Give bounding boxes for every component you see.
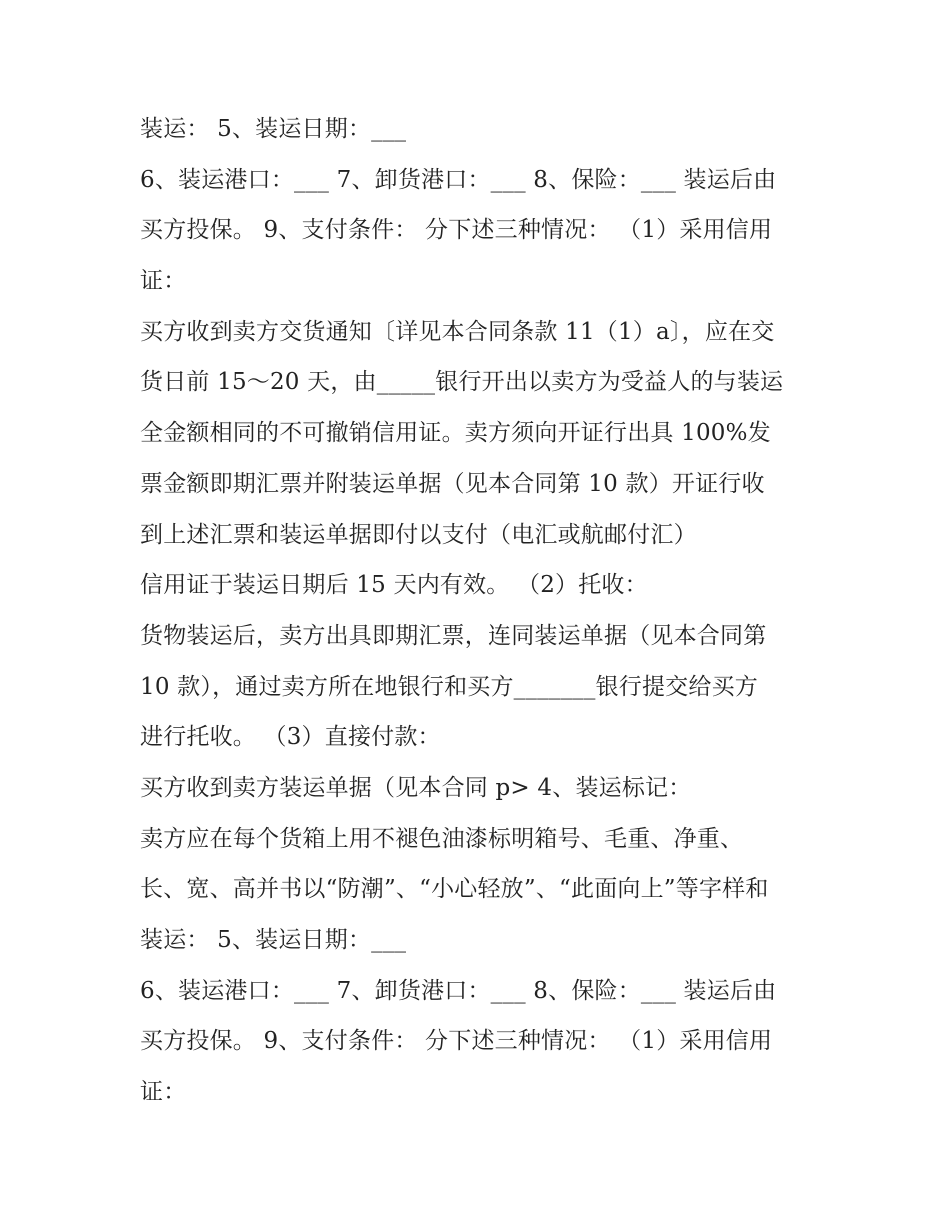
text-line: 票金额即期汇票并附装运单据（见本合同第 10 款）开证行收 — [140, 470, 765, 497]
text-line: 证： — [140, 268, 187, 295]
text-line: 买方投保。 9、支付条件： 分下述三种情况： （1）采用信用 — [140, 217, 773, 244]
text-line: 装运： 5、装运日期：___ — [140, 116, 407, 142]
text-line: 6、装运港口：___ 7、卸货港口：___ 8、保险：___ 装运后由 — [140, 977, 777, 1004]
text-line: 装运： 5、装运日期：___ — [140, 927, 407, 953]
text-line: 6、装运港口：___ 7、卸货港口：___ 8、保险：___ 装运后由 — [140, 166, 777, 193]
text-line: 信用证于装运日期后 15 天内有效。 （2）托收： — [140, 572, 648, 599]
text-line: 卖方应在每个货箱上用不褪色油漆标明箱号、毛重、净重、 — [140, 825, 744, 852]
text-line: 货物装运后，卖方出具即期汇票，连同装运单据（见本合同第 — [140, 622, 767, 649]
text-line: 买方收到卖方交货通知〔详见本合同条款 11（1）a〕，应在交 — [140, 318, 775, 345]
document-body — [140, 104, 840, 1118]
text-line: 证： — [140, 1079, 187, 1106]
text-line: 长、宽、高并书以“防潮”、“小心轻放”、“此面向上”等字样和 — [140, 876, 769, 903]
text-line: 买方投保。 9、支付条件： 分下述三种情况： （1）采用信用 — [140, 1028, 773, 1055]
text-line: 货日前 15～20 天，由_____银行开出以卖方为受益人的与装运 — [140, 369, 784, 396]
text-line: 全金额相同的不可撤销信用证。卖方须向开证行出具 100%发 — [140, 420, 771, 447]
text-line: 买方收到卖方装运单据（见本合同 p> 4、装运标记： — [140, 774, 692, 801]
text-line: 10 款），通过卖方所在地银行和买方_______银行提交给买方 — [140, 673, 758, 700]
text-line: 到上述汇票和装运单据即付以支付（电汇或航邮付汇） — [140, 521, 697, 548]
text-line: 进行托收。 （3）直接付款： — [140, 724, 441, 751]
